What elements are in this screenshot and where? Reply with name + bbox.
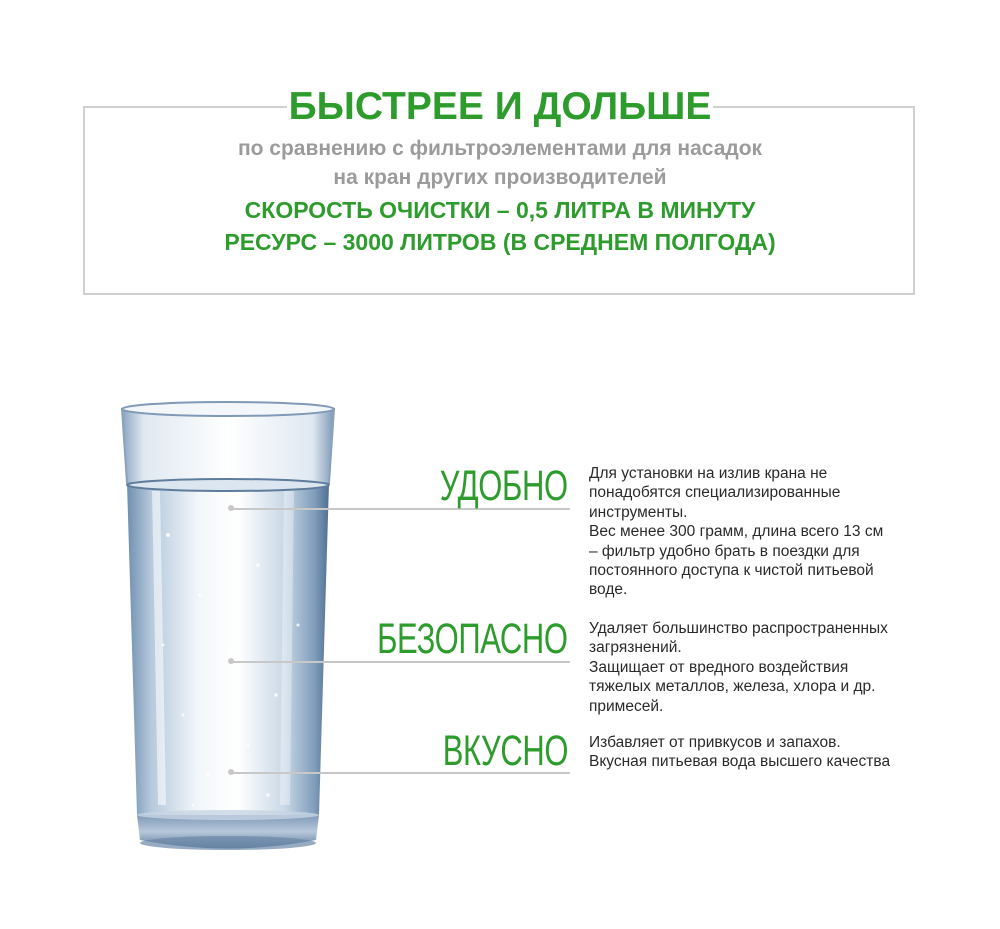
- feature-dot-2: [228, 658, 234, 664]
- feature-title-convenient: УДОБНО: [440, 462, 568, 510]
- feature-description-line: Защищает от вредного воздействия: [589, 658, 849, 676]
- speed-highlight: СКОРОСТЬ ОЧИСТКИ – 0,5 ЛИТРА В МИНУТУ: [244, 197, 756, 223]
- water-glass-icon: [108, 395, 348, 865]
- feature-description-line: Вкусная питьевая вода высшего качества: [589, 753, 891, 771]
- feature-description-line: Удаляет большинство распространенных: [589, 620, 888, 637]
- feature-description-tasty: [589, 733, 984, 772]
- feature-description-line: воде.: [589, 581, 628, 599]
- feature-description-line: постоянного доступа к чистой питьевой: [589, 562, 874, 580]
- feature-dot-3: [228, 769, 234, 775]
- feature-description-safe: [589, 619, 984, 716]
- feature-description-line: Для установки на излив крана не: [589, 465, 828, 482]
- feature-description-line: тяжелых металлов, железа, хлора и др.: [589, 678, 876, 696]
- feature-description-line: инструменты.: [589, 503, 688, 521]
- subtitle-line-2: на кран других производителей: [333, 166, 667, 189]
- headline: БЫСТРЕЕ И ДОЛЬШЕ: [287, 82, 713, 132]
- feature-title-tasty: ВКУСНО: [442, 727, 568, 775]
- feature-title-safe: БЕЗОПАСНО: [377, 615, 568, 663]
- feature-description-line: понадобятся специализированные: [589, 484, 841, 502]
- feature-description-line: загрязнений.: [589, 639, 682, 657]
- water-glass-image: [108, 395, 348, 865]
- feature-dot-1: [228, 505, 234, 511]
- feature-description-line: Избавляет от привкусов и запахов.: [589, 734, 841, 751]
- feature-description-line: Вес менее 300 грамм, длина всего 13 см: [589, 523, 884, 541]
- subtitle-line-1: по сравнению с фильтроэлементами для насадок: [237, 137, 763, 160]
- feature-description-convenient: [589, 464, 984, 600]
- feature-description-line: примесей.: [589, 697, 664, 715]
- feature-description-line: – фильтр удобно брать в поездки для: [589, 542, 860, 560]
- resource-highlight: РЕСУРС – 3000 ЛИТРОВ (В СРЕДНЕМ ПОЛГОДА): [224, 229, 776, 255]
